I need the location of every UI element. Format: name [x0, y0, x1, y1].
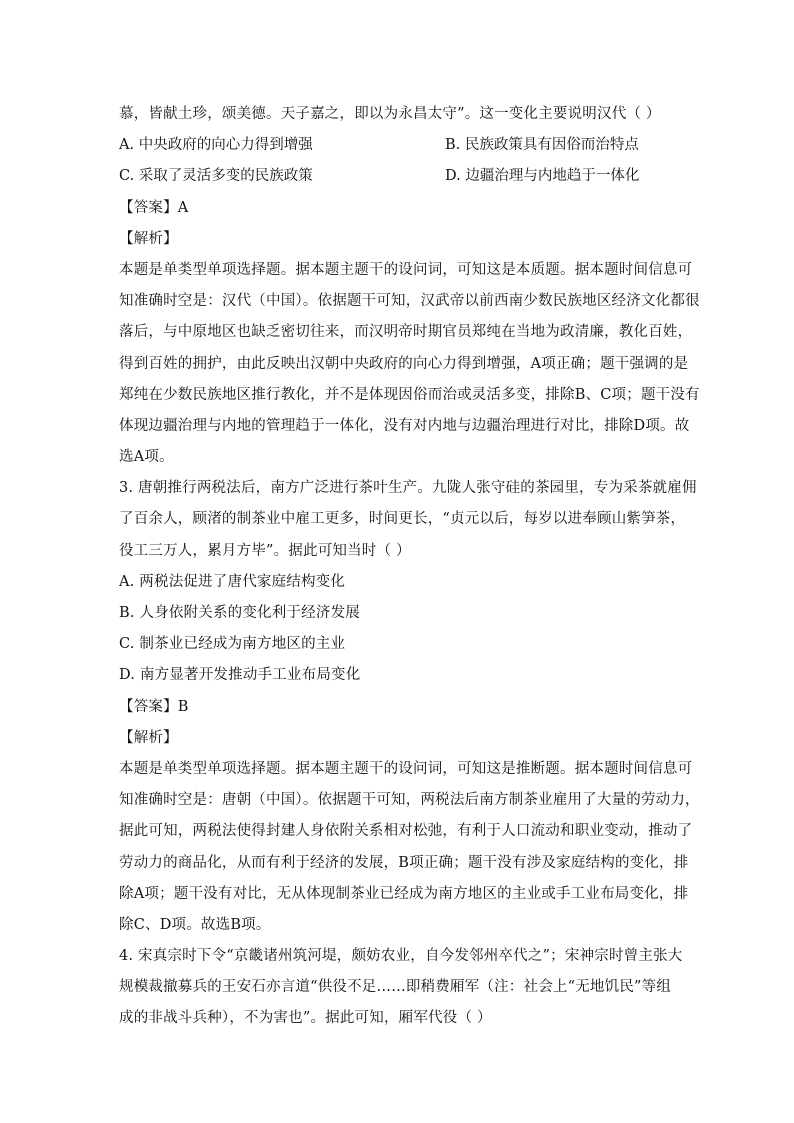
q4-stem-line: 4. 宋真宗时下令“京畿诸州筑河堤，颇妨农业，自今发邻州卒代之”；宋神宗时曾主张大 — [119, 948, 683, 965]
q3-analysis-line: 除C、D项。故选B项。 — [119, 916, 271, 933]
q2-answer: 【答案】A — [119, 199, 189, 216]
q3-analysis-line: 据此可知，两税法使得封建人身依附关系相对松弛，有利于人口流动和职业变动，推动了 — [119, 823, 693, 840]
q2-analysis-line: 知准确时空是：汉代（中国）。依据题干可知，汉武帝以前西南少数民族地区经济文化都很 — [119, 293, 700, 310]
page-content — [119, 99, 700, 1035]
q2-analysis-line: 郑纯在少数民族地区推行教化，并不是体现因俗而治或灵活多变，排除B、C项；题干没有 — [119, 386, 700, 403]
q3-stem-line: 3. 唐朝推行两税法后，南方广泛进行茶叶生产。九陇人张守硅的茶园里，专为采茶就雇佣 — [119, 480, 697, 497]
q2-options-row-2 — [119, 161, 679, 192]
q3-answer: 【答案】B — [119, 698, 189, 715]
q3-analysis-line: 本题是单类型单项选择题。据本题主题干的设问词，可知这是推断题。据本题时间信息可 — [119, 760, 693, 777]
q2-analysis-line: 本题是单类型单项选择题。据本题主题干的设问词，可知这是本质题。据本题时间信息可 — [119, 261, 693, 278]
q3-analysis-title: 【解析】 — [119, 729, 178, 746]
q3-analysis-line: 劳动力的商品化，从而有利于经济的发展，B项正确；题干没有涉及家庭结构的变化，排 — [119, 854, 689, 871]
q2-analysis-line: 落后，与中原地区也缺乏密切往来，而汉明帝时期官员郑纯在当地为政清廉，教化百姓， — [119, 324, 693, 341]
q3-option-a: A. 两税法促进了唐代家庭结构变化 — [119, 573, 346, 590]
q2-option-c: C. 采取了灵活多变的民族政策 — [119, 168, 313, 185]
q3-option-b: B. 人身依附关系的变化利于经济发展 — [119, 605, 360, 621]
q4-stem-line: 规模裁撤募兵的王安石亦言道“供役不足……即稍费厢军（注：社会上“无地饥民”等组 — [119, 979, 672, 996]
q3-stem-line: 役工三万人，累月方毕”。据此可知当时（ ） — [119, 542, 411, 559]
q3-stem-line: 了百余人，顾渚的制茶业中雇工更多，时间更长，“贞元以后，每岁以进奉顾山紫笋茶， — [119, 511, 686, 528]
q2-analysis-line: 选A项。 — [119, 449, 174, 466]
q2-analysis-title: 【解析】 — [119, 230, 178, 247]
q2-option-b: B. 民族政策具有因俗而治特点 — [445, 137, 639, 154]
q2-option-a: A. 中央政府的向心力得到增强 — [119, 137, 313, 154]
q2-option-d: D. 边疆治理与内地趋于一体化 — [445, 168, 640, 185]
q3-option-c: C. 制茶业已经成为南方地区的主业 — [119, 636, 346, 653]
q2-options-row-1 — [119, 130, 679, 161]
q2-analysis-line: 体现边疆治理与内地的管理趋于一体化，没有对内地与边疆治理进行对比，排除D项。故 — [119, 417, 690, 434]
q2-stem-tail: 慕，皆献土珍，颂美德。天子嘉之，即以为永昌太守”。这一变化主要说明汉代（ ） — [119, 106, 661, 122]
q3-analysis-line: 除A项；题干没有对比，无从体现制茶业已经成为南方地区的主业或手工业布局变化，排 — [119, 885, 689, 902]
q3-option-d: D. 南方显著开发推动手工业布局变化 — [119, 667, 361, 684]
q2-analysis-line: 得到百姓的拥护，由此反映出汉朝中央政府的向心力得到增强，A项正确；题干强调的是 — [119, 355, 689, 372]
q4-stem-line: 成的非战斗兵种），不为害也”。据此可知，厢军代役（ ） — [119, 1010, 492, 1027]
q3-analysis-line: 知准确时空是：唐朝（中国）。依据题干可知，两税法后南方制茶业雇用了大量的劳动力， — [119, 792, 700, 809]
